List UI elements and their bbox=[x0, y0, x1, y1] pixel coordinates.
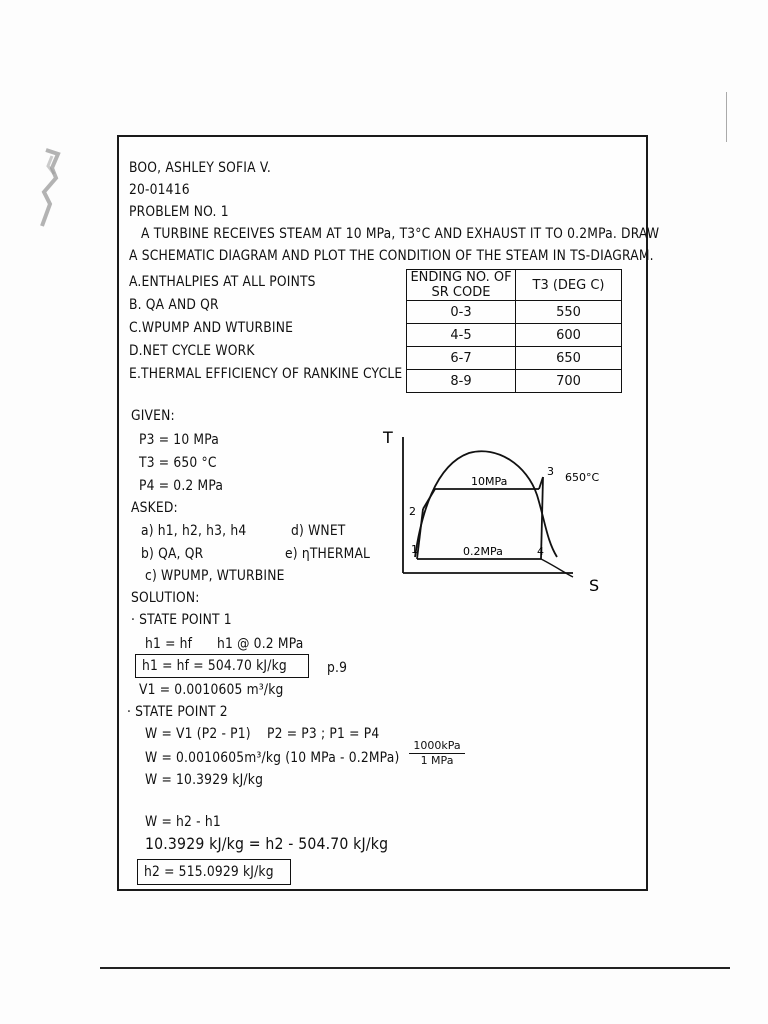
asked-label: ASKED: bbox=[131, 500, 178, 516]
sp1-result-box bbox=[135, 654, 309, 678]
table-row: 0-3 550 bbox=[407, 301, 622, 324]
saturation-dome bbox=[415, 451, 557, 557]
table-header-code: ENDING NO. OF SR CODE bbox=[407, 270, 516, 301]
scan-smudge bbox=[36, 148, 64, 228]
given-t3: T3 = 650 °C bbox=[139, 455, 217, 471]
worksheet bbox=[117, 135, 660, 891]
statement-line-2: A SCHEMATIC DIAGRAM AND PLOT THE CONDITION OF THE STEAM IN TS-DIAGRAM. bbox=[129, 248, 654, 264]
given-p4: P4 = 0.2 MPa bbox=[139, 478, 224, 494]
t-axis-label: T bbox=[383, 428, 393, 447]
given-label: GIVEN: bbox=[131, 408, 175, 424]
problem-number: PROBLEM NO. 1 bbox=[129, 204, 229, 220]
ts-diagram bbox=[377, 425, 609, 595]
sp1-page-ref: p.9 bbox=[327, 660, 348, 676]
sp2-line-5: 10.3929 kJ/kg = h2 - 504.70 kJ/kg bbox=[145, 834, 389, 853]
sp1-line-1b: h1 @ 0.2 MPa bbox=[217, 636, 304, 652]
sp2-line-1b: P2 = P3 ; P1 = P4 bbox=[267, 726, 380, 742]
point-3-label: 3 bbox=[547, 465, 554, 478]
low-pressure-label: 0.2MPa bbox=[463, 545, 503, 558]
unit-conversion-fraction bbox=[409, 739, 465, 768]
task-a: A.ENTHALPIES AT ALL POINTS bbox=[129, 274, 316, 290]
state-point-1-heading: · STATE POINT 1 bbox=[131, 612, 232, 628]
high-pressure-label: 10MPa bbox=[471, 475, 508, 488]
solution-label: SOLUTION: bbox=[131, 590, 200, 606]
sp2-result-box bbox=[137, 859, 291, 885]
sp1-result: h1 = hf = 504.70 kJ/kg bbox=[142, 658, 287, 674]
task-c: C.WPUMP AND WTURBINE bbox=[129, 320, 294, 336]
task-e: E.THERMAL EFFICIENCY OF RANKINE CYCLE bbox=[129, 366, 403, 382]
table-row: 6-7 650 bbox=[407, 347, 622, 370]
given-p3: P3 = 10 MPa bbox=[139, 432, 220, 448]
asked-e: e) ηTHERMAL bbox=[285, 546, 371, 562]
fraction-numerator: 1000kPa bbox=[409, 739, 465, 754]
sp1-line-1a: h1 = hf bbox=[145, 636, 193, 652]
sp2-line-3: W = 10.3929 kJ/kg bbox=[145, 772, 264, 788]
fraction-denominator: 1 MPa bbox=[420, 754, 454, 767]
point-1-label: 1 bbox=[411, 543, 418, 556]
sp2-line-4: W = h2 - h1 bbox=[145, 814, 221, 830]
point-4-label: 4 bbox=[537, 545, 544, 558]
task-d: D.NET CYCLE WORK bbox=[129, 343, 255, 359]
table-row: 4-5 600 bbox=[407, 324, 622, 347]
temperature-label: 650°C bbox=[565, 471, 600, 484]
sp2-result: h2 = 515.0929 kJ/kg bbox=[144, 864, 274, 880]
heating-line bbox=[423, 489, 435, 509]
point-2-label: 2 bbox=[409, 505, 416, 518]
student-id: 20-01416 bbox=[129, 182, 190, 198]
student-name: BOO, ASHLEY SOFIA V. bbox=[129, 160, 271, 176]
asked-b: b) QA, QR bbox=[141, 546, 204, 562]
sp1-specific-volume: V1 = 0.0010605 m³/kg bbox=[139, 682, 284, 698]
table-row: 8-9 700 bbox=[407, 370, 622, 393]
task-b: B. QA AND QR bbox=[129, 297, 219, 313]
asked-a: a) h1, h2, h3, h4 bbox=[141, 523, 247, 539]
dome-tail bbox=[541, 559, 573, 577]
asked-c: c) WPUMP, WTURBINE bbox=[145, 568, 285, 584]
page-edge-mark bbox=[726, 92, 727, 142]
state-point-2-heading: · STATE POINT 2 bbox=[127, 704, 228, 720]
statement-line-1: A TURBINE RECEIVES STEAM AT 10 MPa, T3°C AND EXHAUST IT TO 0.2MPa. DRAW bbox=[141, 226, 660, 242]
sp2-line-1a: W = V1 (P2 - P1) bbox=[145, 726, 251, 742]
asked-d: d) WNET bbox=[291, 523, 346, 539]
sr-code-table bbox=[406, 269, 622, 393]
sp2-line-2: W = 0.0010605m³/kg (10 MPa - 0.2MPa) bbox=[145, 750, 400, 766]
table-header-temp: T3 (DEG C) bbox=[516, 270, 622, 301]
s-axis-label: S bbox=[589, 576, 600, 595]
scan-bottom-line bbox=[100, 967, 730, 969]
